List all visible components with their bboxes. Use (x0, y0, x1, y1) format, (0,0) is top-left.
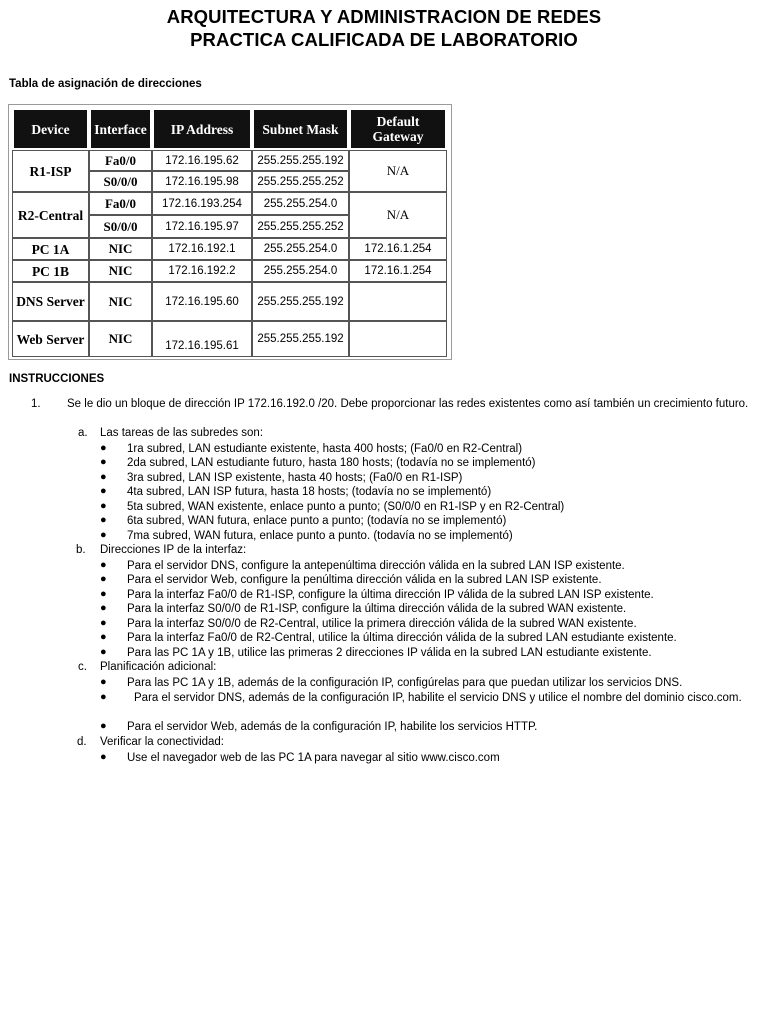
document-subtitle: PRACTICA CALIFICADA DE LABORATORIO (190, 29, 578, 50)
ip-address-cell: 172.16.195.98 (152, 171, 252, 192)
subnet-mask-cell: 255.255.255.192 (252, 150, 349, 171)
device-pc-1a: PC 1A (12, 238, 89, 260)
section-d-title: Verificar la conectividad: (100, 736, 225, 748)
address-table (8, 104, 452, 360)
interface-cell: S0/0/0 (89, 215, 152, 238)
interface-cell: NIC (89, 260, 152, 282)
bullet-icon: ● (100, 559, 107, 571)
ip-address-cell: 172.16.192.1 (152, 238, 252, 260)
ip-address-cell: 172.16.195.62 (152, 150, 252, 171)
interface-cell: NIC (89, 282, 152, 321)
interface-cell: S0/0/0 (89, 171, 152, 192)
instructions-heading: INSTRUCCIONES (9, 373, 105, 385)
bullet-icon: ● (100, 720, 107, 732)
bullet-icon: ● (100, 676, 107, 688)
ip-address-cell: 172.16.195.97 (152, 215, 252, 238)
section-label: c. (78, 661, 87, 673)
list-item: Para el servidor DNS, configure la antepenúltima dirección válida en la subred LAN ISP existente. (127, 560, 625, 572)
subnet-mask-cell: 255.255.255.192 (252, 321, 349, 357)
bullet-icon: ● (100, 617, 107, 629)
bullet-icon: ● (100, 646, 107, 658)
ip-address-cell: 172.16.192.2 (152, 260, 252, 282)
device-web-server: Web Server (12, 321, 89, 357)
bullet-icon: ● (100, 529, 107, 541)
item1-text: Se le dio un bloque de dirección IP 172.16.192.0 /20. Debe proporcionar las redes existentes como así también un crecimiento futuro. (67, 398, 749, 410)
device-pc-1b: PC 1B (12, 260, 89, 282)
list-item: Use el navegador web de las PC 1A para navegar al sitio www.cisco.com (127, 752, 500, 764)
list-item: Para la interfaz S0/0/0 de R2-Central, utilice la primera dirección válida de la subred WAN existente. (127, 618, 637, 630)
bullet-icon: ● (100, 456, 107, 468)
section-b-title: Direcciones IP de la interfaz: (100, 544, 247, 556)
list-item: 6ta subred, WAN futura, enlace punto a punto; (todavía no se implementó) (127, 515, 507, 527)
header-default-gateway: Default Gateway (349, 108, 447, 150)
list-item: Para el servidor DNS, además de la configuración IP, habilite el servicio DNS y utilice el nombre del dominio cisco.com. (134, 692, 742, 704)
list-item: Para el servidor Web, además de la configuración IP, habilite los servicios HTTP. (127, 721, 538, 733)
subnet-mask-cell: 255.255.254.0 (252, 260, 349, 282)
section-label: a. (78, 427, 88, 439)
bullet-icon: ● (100, 691, 107, 703)
gateway-cell: 172.16.1.254 (349, 260, 447, 282)
header-ip-address: IP Address (152, 108, 252, 150)
bullet-icon: ● (100, 588, 107, 600)
interface-cell: Fa0/0 (89, 192, 152, 215)
list-item: 1ra subred, LAN estudiante existente, hasta 400 hosts; (Fa0/0 en R2-Central) (127, 443, 523, 455)
gateway-cell (349, 321, 447, 357)
list-item: 4ta subred, LAN ISP futura, hasta 18 hosts; (todavía no se implementó) (127, 486, 492, 498)
list-item: Para las PC 1A y 1B, utilice las primeras 2 direcciones IP válida en la subred LAN estudiante existente. (127, 647, 652, 659)
bullet-icon: ● (100, 500, 107, 512)
list-item: Para la interfaz Fa0/0 de R1-ISP, configure la última dirección IP válida de la subred LAN ISP existente. (127, 589, 654, 601)
interface-cell: NIC (89, 238, 152, 260)
gateway-cell: N/A (349, 150, 447, 192)
document-title: ARQUITECTURA Y ADMINISTRACION DE REDES (166, 6, 602, 27)
subnet-mask-cell: 255.255.254.0 (252, 192, 349, 215)
list-item: Para el servidor Web, configure la penúltima dirección válida en la subred LAN ISP existente. (127, 574, 602, 586)
section-a-title: Las tareas de las subredes son: (100, 427, 264, 439)
subnet-mask-cell: 255.255.255.252 (252, 215, 349, 238)
subnet-mask-cell: 255.255.254.0 (252, 238, 349, 260)
subnet-mask-cell: 255.255.255.252 (252, 171, 349, 192)
gateway-cell: 172.16.1.254 (349, 238, 447, 260)
header-device: Device (12, 108, 89, 150)
list-item: 2da subred, LAN estudiante futuro, hasta 180 hosts; (todavía no se implementó) (127, 457, 536, 469)
ip-address-cell: 172.16.193.254 (152, 192, 252, 215)
interface-cell: Fa0/0 (89, 150, 152, 171)
section-label: b. (76, 544, 86, 556)
list-item: 3ra subred, LAN ISP existente, hasta 40 hosts; (Fa0/0 en R1-ISP) (127, 472, 463, 484)
item-number: 1. (31, 398, 41, 410)
device-r2-central: R2-Central (12, 192, 89, 238)
list-item: 7ma subred, WAN futura, enlace punto a punto. (todavía no se implementó) (127, 530, 513, 542)
bullet-icon: ● (100, 631, 107, 643)
bullet-icon: ● (100, 602, 107, 614)
bullet-icon: ● (100, 485, 107, 497)
device-dns-server: DNS Server (12, 282, 89, 321)
bullet-icon: ● (100, 751, 107, 763)
table-caption: Tabla de asignación de direcciones (9, 78, 202, 90)
ip-address-cell: 172.16.195.61 (152, 321, 252, 357)
device-r1-isp: R1-ISP (12, 150, 89, 192)
list-item: Para la interfaz Fa0/0 de R2-Central, utilice la última dirección válida de la subred LAN estudiante existente. (127, 632, 677, 644)
header-interface: Interface (89, 108, 152, 150)
bullet-icon: ● (100, 442, 107, 454)
list-item: Para las PC 1A y 1B, además de la configuración IP, configúrelas para que puedan utilizar los servicios DNS. (127, 677, 683, 689)
header-subnet-mask: Subnet Mask (252, 108, 349, 150)
bullet-icon: ● (100, 573, 107, 585)
section-label: d. (77, 736, 87, 748)
gateway-cell (349, 282, 447, 321)
list-item: 5ta subred, WAN existente, enlace punto a punto; (S0/0/0 en R1-ISP y en R2-Central) (127, 501, 565, 513)
gateway-cell: N/A (349, 192, 447, 238)
section-c-title: Planificación adicional: (100, 661, 217, 673)
subnet-mask-cell: 255.255.255.192 (252, 282, 349, 321)
bullet-icon: ● (100, 514, 107, 526)
interface-cell: NIC (89, 321, 152, 357)
ip-address-cell: 172.16.195.60 (152, 282, 252, 321)
bullet-icon: ● (100, 471, 107, 483)
list-item: Para la interfaz S0/0/0 de R1-ISP, configure la última dirección válida de la subred WAN existente. (127, 603, 627, 615)
